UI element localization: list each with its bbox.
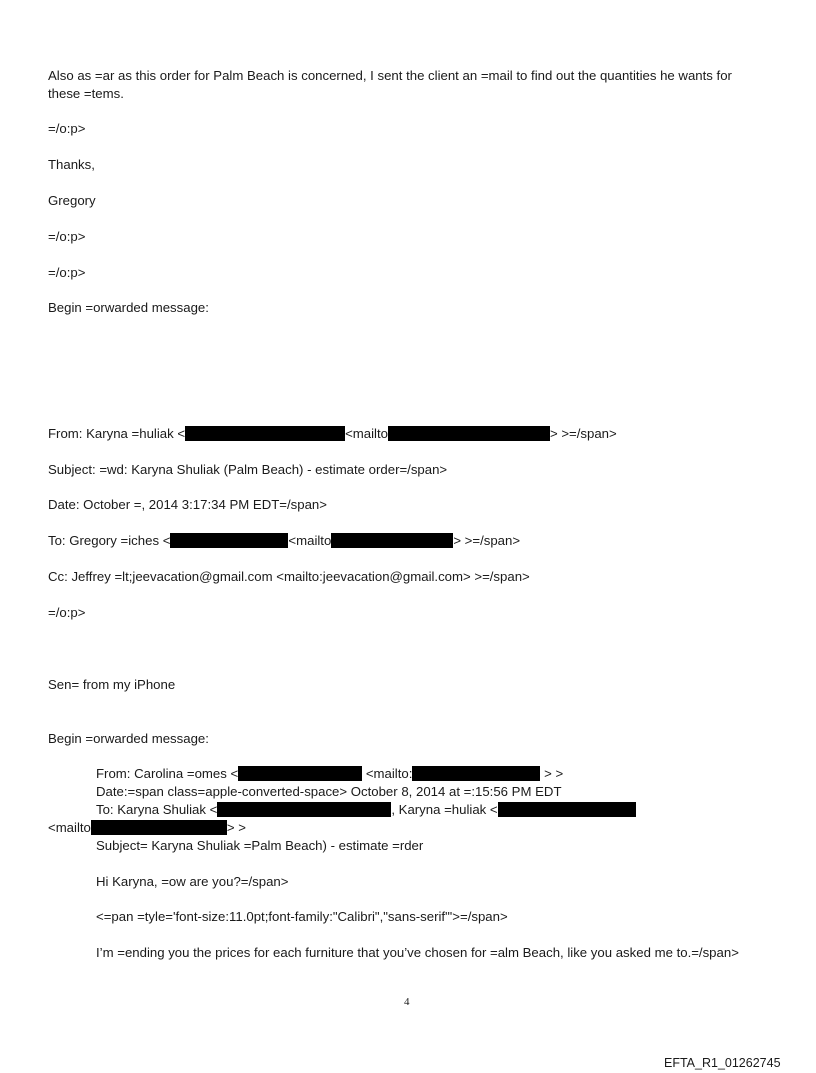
forwarded-from-mailto: <mailto: bbox=[365, 766, 413, 781]
from-tail: > >=/span> bbox=[549, 426, 617, 441]
body-prices-line: I’m =ending you the prices for each furniture that you’ve chosen for =alm Beach, like you asked me to.=/span> bbox=[96, 945, 739, 960]
sent-from-iphone: Sen= from my iPhone bbox=[48, 677, 176, 692]
email-to-line bbox=[48, 533, 520, 549]
signature-name: Gregory bbox=[48, 193, 96, 208]
redaction-box bbox=[412, 766, 540, 781]
redaction-box bbox=[185, 426, 345, 441]
email-date-line: Date: October =, 2014 3:17:34 PM EDT=/span> bbox=[48, 497, 327, 512]
markup-artifact: =/o:p> bbox=[48, 265, 86, 280]
forward-header: Begin =orwarded message: bbox=[48, 731, 209, 746]
document-id-footer: EFTA_R1_01262745 bbox=[664, 1056, 781, 1070]
to-mailto: <mailto bbox=[288, 533, 332, 548]
paragraph-palm-beach-order: Also as =ar as this order for Palm Beach is concerned, I sent the client an =mail to find out the quantities he wants for these =tems. bbox=[48, 68, 732, 101]
closing-thanks: Thanks, bbox=[48, 157, 95, 172]
forwarded-to-label: To: Karyna Shuliak < bbox=[96, 802, 218, 817]
forwarded-to-second: , Karyna =huliak < bbox=[391, 802, 498, 817]
redaction-box bbox=[331, 533, 453, 548]
email-subject-line: Subject: =wd: Karyna Shuliak (Palm Beach) - estimate order=/span> bbox=[48, 462, 448, 477]
to-label: To: Gregory =iches < bbox=[48, 533, 171, 548]
email-from-line bbox=[48, 426, 617, 442]
greeting-line: Hi Karyna, =ow are you?=/span> bbox=[96, 874, 289, 889]
forwarded-from-line bbox=[96, 766, 563, 782]
to-tail: > >=/span> bbox=[453, 533, 521, 548]
redaction-box bbox=[498, 802, 636, 817]
redaction-box bbox=[170, 533, 288, 548]
forwarded-from-label: From: Carolina =omes < bbox=[96, 766, 239, 781]
markup-artifact: <=pan =tyle='font-size:11.0pt;font-family:"Calibri","sans-serif"'>=/span> bbox=[96, 909, 508, 924]
forward-header: Begin =orwarded message: bbox=[48, 300, 209, 315]
forwarded-subject-line: Subject= Karyna Shuliak =Palm Beach) - estimate =rder bbox=[96, 838, 424, 853]
forwarded-mailto-tail: > > bbox=[226, 820, 246, 835]
redaction-box bbox=[217, 802, 391, 817]
redaction-box bbox=[238, 766, 362, 781]
forwarded-from-tail: > > bbox=[544, 766, 564, 781]
page-number: 4 bbox=[404, 996, 410, 1008]
redaction-box bbox=[388, 426, 550, 441]
forwarded-mailto-label: <mailto bbox=[48, 820, 91, 835]
from-mailto: <mailto bbox=[345, 426, 388, 441]
markup-artifact: =/o:p> bbox=[48, 229, 86, 244]
email-cc-line: Cc: Jeffrey =lt;jeevacation@gmail.com <mailto:jeevacation@gmail.com> >=/span> bbox=[48, 569, 530, 584]
forwarded-date-line: Date:=span class=apple-converted-space> October 8, 2014 at =:15:56 PM EDT bbox=[96, 784, 562, 799]
forwarded-to-line bbox=[96, 802, 636, 818]
redaction-box bbox=[91, 820, 227, 835]
from-label: From: Karyna =huliak < bbox=[48, 426, 186, 441]
markup-artifact: =/o:p> bbox=[48, 605, 86, 620]
markup-artifact: =/o:p> bbox=[48, 121, 86, 136]
forwarded-mailto-line bbox=[48, 820, 246, 836]
